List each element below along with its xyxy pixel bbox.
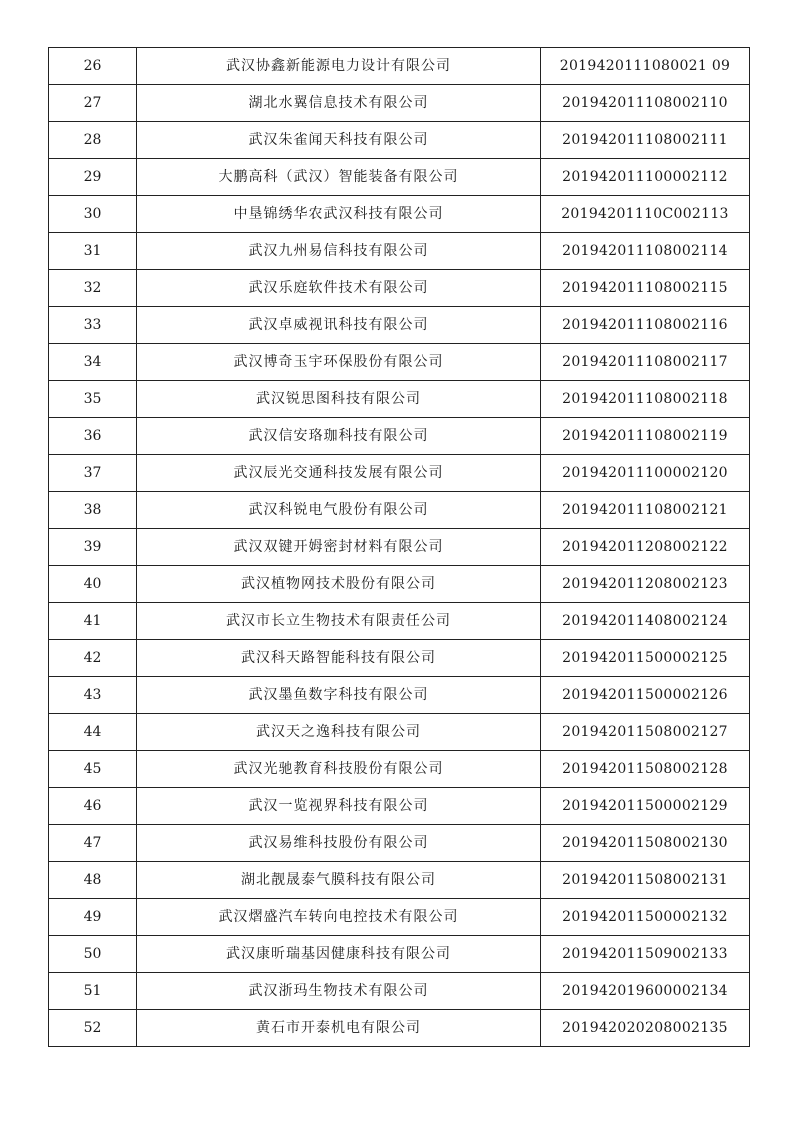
registration-code-cell: 201942011508002131 [541, 862, 750, 899]
table-row [49, 862, 750, 899]
table-row [49, 381, 750, 418]
company-name-cell: 武汉锐思图科技有限公司 [137, 381, 541, 418]
serial-number-cell: 32 [49, 270, 137, 307]
table-row [49, 677, 750, 714]
serial-number-cell: 46 [49, 788, 137, 825]
company-name-cell: 武汉墨鱼数字科技有限公司 [137, 677, 541, 714]
serial-number-cell: 30 [49, 196, 137, 233]
serial-number-cell: 28 [49, 122, 137, 159]
table-row [49, 751, 750, 788]
registration-code-cell: 201942011508002127 [541, 714, 750, 751]
table-row [49, 603, 750, 640]
registration-code-cell: 201942011108002119 [541, 418, 750, 455]
serial-number-cell: 50 [49, 936, 137, 973]
registration-code-cell: 201942011208002122 [541, 529, 750, 566]
serial-number-cell: 44 [49, 714, 137, 751]
registration-code-cell: 20194201110C002113 [541, 196, 750, 233]
table-row [49, 566, 750, 603]
company-name-cell: 武汉一览视界科技有限公司 [137, 788, 541, 825]
company-registry-table [48, 47, 750, 1047]
serial-number-cell: 39 [49, 529, 137, 566]
serial-number-cell: 42 [49, 640, 137, 677]
table-row [49, 1010, 750, 1047]
table-row [49, 936, 750, 973]
serial-number-cell: 40 [49, 566, 137, 603]
company-name-cell: 武汉信安珞珈科技有限公司 [137, 418, 541, 455]
registration-code-cell: 201942011108002121 [541, 492, 750, 529]
company-name-cell: 武汉双键开姆密封材料有限公司 [137, 529, 541, 566]
serial-number-cell: 34 [49, 344, 137, 381]
serial-number-cell: 43 [49, 677, 137, 714]
company-name-cell: 中垦锦绣华农武汉科技有限公司 [137, 196, 541, 233]
company-name-cell: 武汉康昕瑞基因健康科技有限公司 [137, 936, 541, 973]
registration-code-cell: 201942011108002110 [541, 85, 750, 122]
registration-code-cell: 201942011500002125 [541, 640, 750, 677]
company-name-cell: 湖北靓晟泰气膜科技有限公司 [137, 862, 541, 899]
company-name-cell: 大鹏高科（武汉）智能装备有限公司 [137, 159, 541, 196]
serial-number-cell: 47 [49, 825, 137, 862]
table-row [49, 788, 750, 825]
registration-code-cell: 201942011500002126 [541, 677, 750, 714]
registration-code-cell: 201942011108002115 [541, 270, 750, 307]
registration-code-cell: 201942011509002133 [541, 936, 750, 973]
table-row [49, 529, 750, 566]
registration-code-cell: 201942011108002114 [541, 233, 750, 270]
serial-number-cell: 52 [49, 1010, 137, 1047]
registration-code-cell: 201942011208002123 [541, 566, 750, 603]
company-name-cell: 武汉博奇玉宇环保股份有限公司 [137, 344, 541, 381]
table-row [49, 196, 750, 233]
table-row [49, 233, 750, 270]
registration-code-cell: 201942020208002135 [541, 1010, 750, 1047]
company-name-cell: 黄石市开泰机电有限公司 [137, 1010, 541, 1047]
table-row [49, 48, 750, 85]
registration-code-cell: 201942011108002111 [541, 122, 750, 159]
table-row [49, 85, 750, 122]
table-row [49, 418, 750, 455]
registration-code-cell: 201942011108002117 [541, 344, 750, 381]
company-name-cell: 武汉乐庭软件技术有限公司 [137, 270, 541, 307]
company-name-cell: 武汉浙玛生物技术有限公司 [137, 973, 541, 1010]
serial-number-cell: 48 [49, 862, 137, 899]
serial-number-cell: 33 [49, 307, 137, 344]
serial-number-cell: 31 [49, 233, 137, 270]
table-row [49, 455, 750, 492]
registration-code-cell: 201942011508002130 [541, 825, 750, 862]
company-name-cell: 武汉市长立生物技术有限责任公司 [137, 603, 541, 640]
table-row [49, 307, 750, 344]
company-name-cell: 武汉协鑫新能源电力设计有限公司 [137, 48, 541, 85]
company-name-cell: 武汉朱雀闻天科技有限公司 [137, 122, 541, 159]
company-name-cell: 武汉九州易信科技有限公司 [137, 233, 541, 270]
registration-code-cell: 201942011108002116 [541, 307, 750, 344]
table-row [49, 640, 750, 677]
registration-code-cell: 2019420111080021 09 [541, 48, 750, 85]
company-name-cell: 武汉光驰教育科技股份有限公司 [137, 751, 541, 788]
table-row [49, 825, 750, 862]
company-name-cell: 湖北水翼信息技术有限公司 [137, 85, 541, 122]
serial-number-cell: 38 [49, 492, 137, 529]
company-name-cell: 武汉易维科技股份有限公司 [137, 825, 541, 862]
table-row [49, 973, 750, 1010]
registration-code-cell: 201942011100002112 [541, 159, 750, 196]
company-name-cell: 武汉植物网技术股份有限公司 [137, 566, 541, 603]
registration-code-cell: 201942019600002134 [541, 973, 750, 1010]
registration-code-cell: 201942011500002129 [541, 788, 750, 825]
serial-number-cell: 29 [49, 159, 137, 196]
company-name-cell: 武汉科天路智能科技有限公司 [137, 640, 541, 677]
table-body [49, 48, 750, 1047]
table-row [49, 492, 750, 529]
table-row [49, 122, 750, 159]
registration-code-cell: 201942011108002118 [541, 381, 750, 418]
serial-number-cell: 41 [49, 603, 137, 640]
serial-number-cell: 27 [49, 85, 137, 122]
table-row [49, 159, 750, 196]
serial-number-cell: 51 [49, 973, 137, 1010]
table-row [49, 899, 750, 936]
company-name-cell: 武汉天之逸科技有限公司 [137, 714, 541, 751]
serial-number-cell: 26 [49, 48, 137, 85]
table-row [49, 714, 750, 751]
company-name-cell: 武汉熠盛汽车转向电控技术有限公司 [137, 899, 541, 936]
company-name-cell: 武汉辰光交通科技发展有限公司 [137, 455, 541, 492]
table-row [49, 270, 750, 307]
company-name-cell: 武汉卓威视讯科技有限公司 [137, 307, 541, 344]
registration-code-cell: 201942011500002132 [541, 899, 750, 936]
company-name-cell: 武汉科锐电气股份有限公司 [137, 492, 541, 529]
registration-code-cell: 201942011408002124 [541, 603, 750, 640]
registration-code-cell: 201942011100002120 [541, 455, 750, 492]
serial-number-cell: 35 [49, 381, 137, 418]
registration-code-cell: 201942011508002128 [541, 751, 750, 788]
serial-number-cell: 36 [49, 418, 137, 455]
serial-number-cell: 37 [49, 455, 137, 492]
serial-number-cell: 49 [49, 899, 137, 936]
table-row [49, 344, 750, 381]
serial-number-cell: 45 [49, 751, 137, 788]
